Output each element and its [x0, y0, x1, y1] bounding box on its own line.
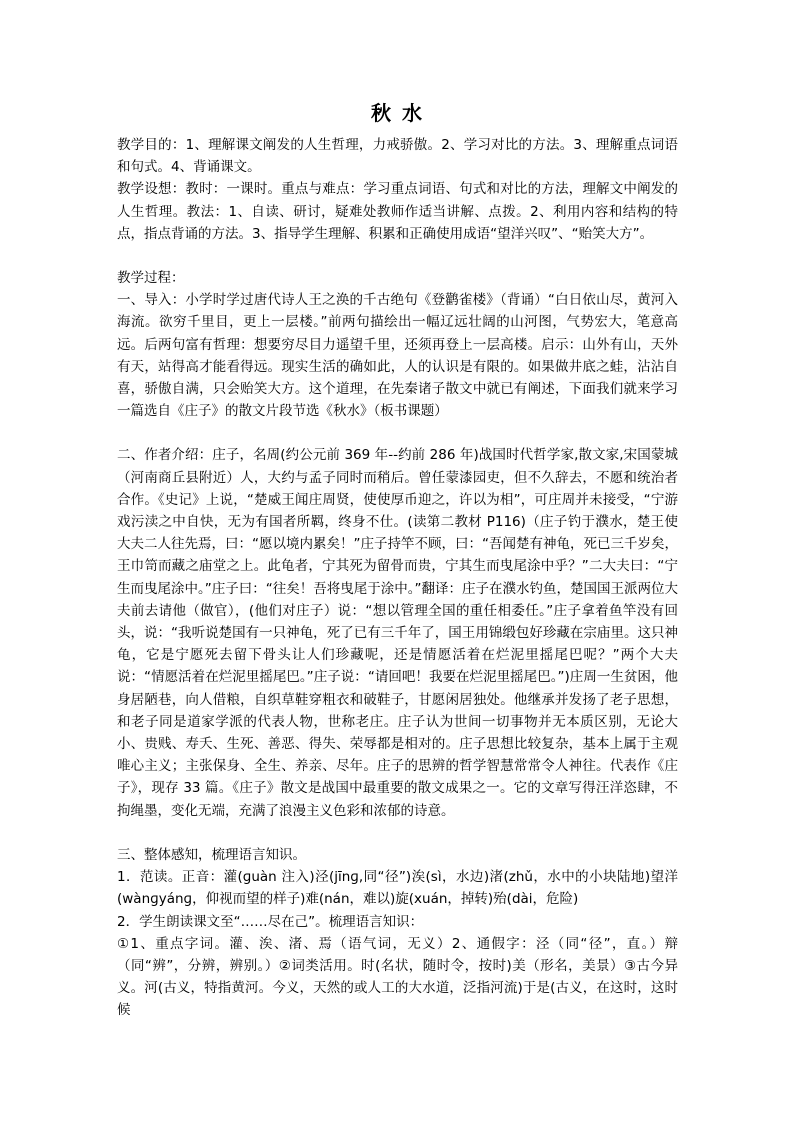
teaching-objectives-paragraph: 教学目的：1、理解课文阐发的人生哲理，力戒骄傲。2、学习对比的方法。3、理解重点词语和句式。4、背诵课文。 — [117, 137, 678, 176]
teaching-plan-paragraph: 教学设想：教时：一课时。重点与难点：学习重点词语、句式和对比的方法，理解文中阐发的人生哲理。教法：1、自读、研讨，疑难处教师作适当讲解、点拨。2、利用内容和结构的特点，指点背诵的方法。3、指导学生理解、积累和正确使用成语“望洋兴叹”、“贻笑大方”。 — [117, 181, 678, 242]
model-reading-paragraph: 1．范读。正音：灌(ɡuàn 注入)泾(jīnɡ,同“径”)涘(sì，水边)渚(zhǔ，水中的小块陆地)望洋(wànɡyánɡ，仰视而望的样子)难(nán，难以)旋(xuán，掉转)殆(dài，危险) — [117, 869, 678, 908]
paragraph-spacer — [117, 422, 678, 444]
teaching-process-heading: 教学过程： — [117, 270, 185, 287]
author-introduction-paragraph: 二、作者介绍：庄子，名周(约公元前 369 年--约前 286 年)战国时代哲学家,散文家,宋国蒙城（河南商丘县附近）人，大约与孟子同时而稍后。曾任蒙漆园吏，但不久辞去，不愿和统治者合作。《史记》上说，“楚威王闻庄周贤，使使厚币迎之，许以为相”，可庄周并未接受，“宁游戏污渎之中自快，无为有国者所羁，终身不仕。(读第二教材 P116)（庄子钓于濮水，楚王使大夫二人往先焉，曰：“愿以境内累矣！”庄子持竿不顾，曰：“吾闻楚有神龟，死已三千岁矣，王巾笥而藏之庙堂之上。此龟者，宁其死为留骨而贵，宁其生而曳尾涂中乎？”二大夫曰：“宁生而曳尾涂中。”庄子曰：“往矣！吾将曳尾于涂中。”翻译：庄子在濮水钓鱼，楚国国王派两位大夫前去请他（做官），(他们对庄子）说：“想以管理全国的重任相委任。”庄子拿着鱼竿没有回头，说：“我听说楚国有一只神龟，死了已有三千年了，国王用锦缎包好珍藏在宗庙里。这只神龟，它是宁愿死去留下骨头让人们珍藏呢，还是情愿活着在烂泥里摇尾巴呢？”两个大夫说：“情愿活着在烂泥里摇尾巴。”庄子说：“请回吧！我要在烂泥里摇尾巴。”)庄周一生贫困，他身居陋巷，向人借粮，自织草鞋穿粗衣和破鞋子，甘愿闲居独处。他继承并发扬了老子思想，和老子同是道家学派的代表人物，世称老庄。庄子认为世间一切事物并无本质区别，无论大小、贵贱、寿夭、生死、善恶、得失、荣辱都是相对的。庄子思想比较复杂，基本上属于主观唯心主义；主张保身、全生、养亲、尽年。庄子的思辨的哲学智慧常常令人神往。代表作《庄子》，现存 33 篇。《庄子》散文是战国中最重要的散文成果之一。它的文章写得汪洋恣肆，不拘绳墨，变化无端，充满了浪漫主义色彩和浓郁的诗意。 — [117, 447, 678, 819]
introduction-paragraph: 一、导入：小学时学过唐代诗人王之涣的千古绝句《登鹳雀楼》（背诵）“白日依山尽，黄河入海流。欲穷千里目，更上一层楼。”前两句描绘出一幅辽远壮阔的山河图，气势宏大，笔意高远。后两句富有哲理：想要穷尽目力遥望千里，还须再登上一层高楼。启示：山外有山，天外有天，站得高才能看得远。现实生活的确如此，人的认识是有限的。如果做井底之蛙，沾沾自喜，骄傲自满，只会贻笑大方。这个道理，在先秦诸子散文中就已有阐述，下面我们就来学习一篇选自《庄子》的散文片段节选《秋水》（板书课题） — [117, 292, 678, 420]
paragraph-spacer — [117, 245, 678, 267]
overall-perception-heading: 三、整体感知，梳理语言知识。 — [117, 846, 306, 863]
paragraph-spacer — [117, 822, 678, 844]
language-knowledge-paragraph: ①1、重点字词。灌、涘、渚、焉（语气词，无义）2、通假字：泾（同“径”，直。）辩（同“辨”，分辨，辨别。）②词类活用。时(名状，随时令，按时)美（形名，美景）③古今异义。河(古义，特指黄河。今义，天然的或人工的大水道，泛指河流)于是(古义，在这时，这时候 — [117, 935, 678, 1019]
document-title: 秋 水 — [371, 101, 424, 125]
student-reading-paragraph: 2．学生朗读课文至“……尽在己”。梳理语言知识： — [117, 913, 424, 930]
